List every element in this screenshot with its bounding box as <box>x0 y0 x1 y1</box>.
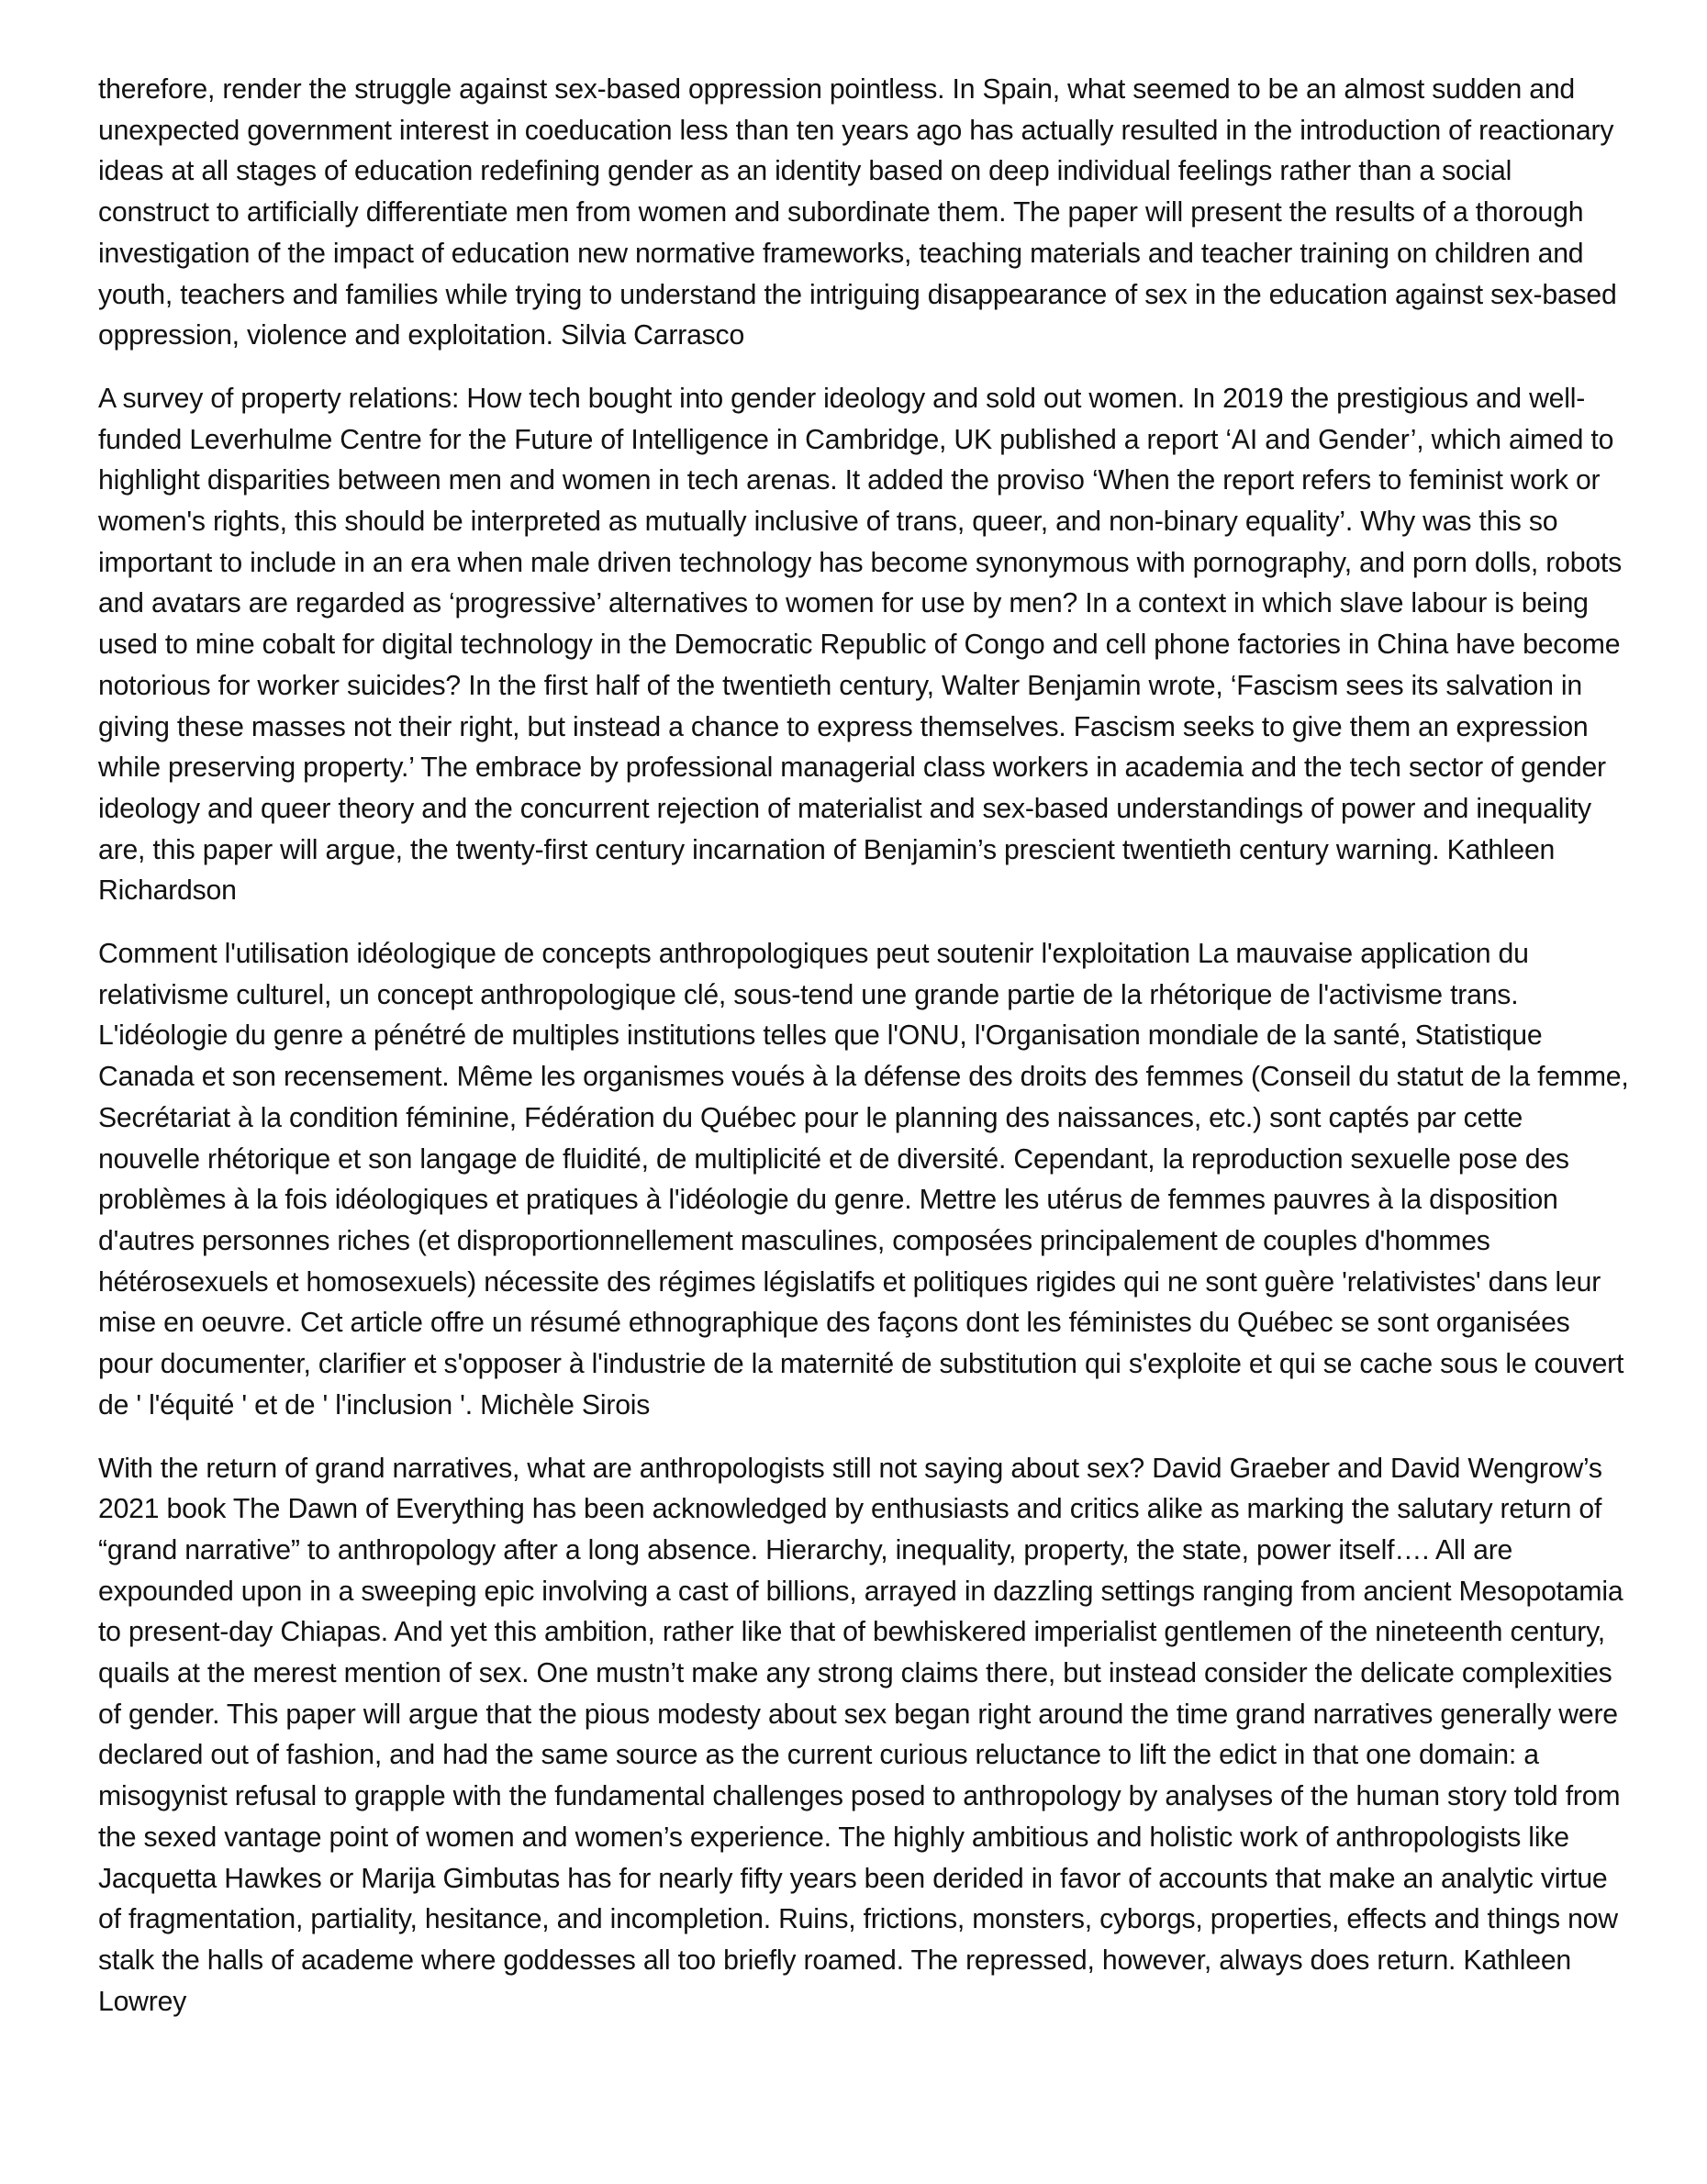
paragraph-richardson: A survey of property relations: How tech bought into gender ideology and sold out women. In 2019 the prestigious and well-funded Leverhulme Centre for the Future of Intelligence in Cambridge, UK published a report ‘AI and Gender’, which aimed to highlight disparities between men and women in tech arenas. It added the proviso ‘When the report refers to feminist work or women's rights, this should be interpreted as mutually inclusive of trans, queer, and non-binary equality’. Why was this so important to include in an era when male driven technology has become synonymous with pornography, and porn dolls, robots and avatars are regarded as ‘progressive’ alternatives to women for use by men? In a context in which slave labour is being used to mine cobalt for digital technology in the Democratic Republic of Congo and cell phone factories in China have become notorious for worker suicides? In the first half of the twentieth century, Walter Benjamin wrote, ‘Fascism sees its salvation in giving these masses not their right, but instead a chance to express themselves. Fascism seeks to give them an expression while preserving property.’ The embrace by professional managerial class workers in academia and the tech sector of gender ideology and queer theory and the concurrent rejection of materialist and sex-based understandings of power and inequality are, this paper will argue, the twenty-first century incarnation of Benjamin’s prescient twentieth century warning. Kathleen Richardson <box>98 383 1623 907</box>
paragraph-carrasco: therefore, render the struggle against sex-based oppression pointless. In Spain, what seemed to be an almost sudden and unexpected government interest in coeducation less than ten years ago has actually resulted in the introduction of reactionary ideas at all stages of education redefining gender as an identity based on deep individual feelings rather than a social construct to artificially differentiate men from women and subordinate them. The paper will present the results of a thorough investigation of the impact of education new normative frameworks, teaching materials and teacher training on children and youth, teachers and families while trying to understand the intriguing disappearance of sex in the education against sex-based oppression, violence and exploitation. Silvia Carrasco <box>98 74 1617 351</box>
document-body <box>98 70 1629 2045</box>
paragraph-sirois: Comment l'utilisation idéologique de concepts anthropologiques peut soutenir l'exploitation La mauvaise application du relativisme culturel, un concept anthropologique clé, sous-tend une grande partie de la rhétorique de l'activisme trans. L'idéologie du genre a pénétré de multiples institutions telles que l'ONU, l'Organisation mondiale de la santé, Statistique Canada et son recensement. Même les organismes voués à la défense des droits des femmes (Conseil du statut de la femme, Secrétariat à la condition féminine, Fédération du Québec pour le planning des naissances, etc.) sont captés par cette nouvelle rhétorique et son langage de fluidité, de multiplicité et de diversité. Cependant, la reproduction sexuelle pose des problèmes à la fois idéologiques et pratiques à l'idéologie du genre. Mettre les utérus de femmes pauvres à la disposition d'autres personnes riches (et disproportionnellement masculines, composées principalement de couples d'hommes hétérosexuels et homosexuels) nécessite des régimes législatifs et politiques rigides qui ne sont guère 'relativistes' dans leur mise en oeuvre. Cet article offre un résumé ethnographique des façons dont les féministes du Québec se sont organisées pour documenter, clarifier et s'opposer à l'industrie de la maternité de substitution qui s'exploite et qui se cache sous le couvert de ' l'équité ' et de ' l'inclusion '. Michèle Sirois <box>98 939 1629 1421</box>
paragraph-lowrey: With the return of grand narratives, what are anthropologists still not saying about sex? David Graeber and David Wengrow’s 2021 book The Dawn of Everything has been acknowledged by enthusiasts and critics alike as marking the salutary return of “grand narrative” to anthropology after a long absence. Hierarchy, inequality, property, the state, power itself…. All are expounded upon in a sweeping epic involving a cast of billions, arrayed in dazzling settings ranging from ancient Mesopotamia to present-day Chiapas. And yet this ambition, rather like that of bewhiskered imperialist gentlemen of the nineteenth century, quails at the merest mention of sex. One mustn’t make any strong claims there, but instead consider the delicate complexities of gender. This paper will argue that the pious modesty about sex began right around the time grand narratives generally were declared out of fashion, and had the same source as the current curious reluctance to lift the edict in that one domain: a misogynist refusal to grapple with the fundamental challenges posed to anthropology by analyses of the human story told from the sexed vantage point of women and women’s experience. The highly ambitious and holistic work of anthropologists like Jacquetta Hawkes or Marija Gimbutas has for nearly fifty years been derided in favor of accounts that make an analytic virtue of fragmentation, partiality, hesitance, and incompletion. Ruins, frictions, monsters, cyborgs, properties, effects and things now stalk the halls of academe where goddesses all too briefly roamed. The repressed, however, always does return. Kathleen Lowrey <box>98 1453 1623 2017</box>
